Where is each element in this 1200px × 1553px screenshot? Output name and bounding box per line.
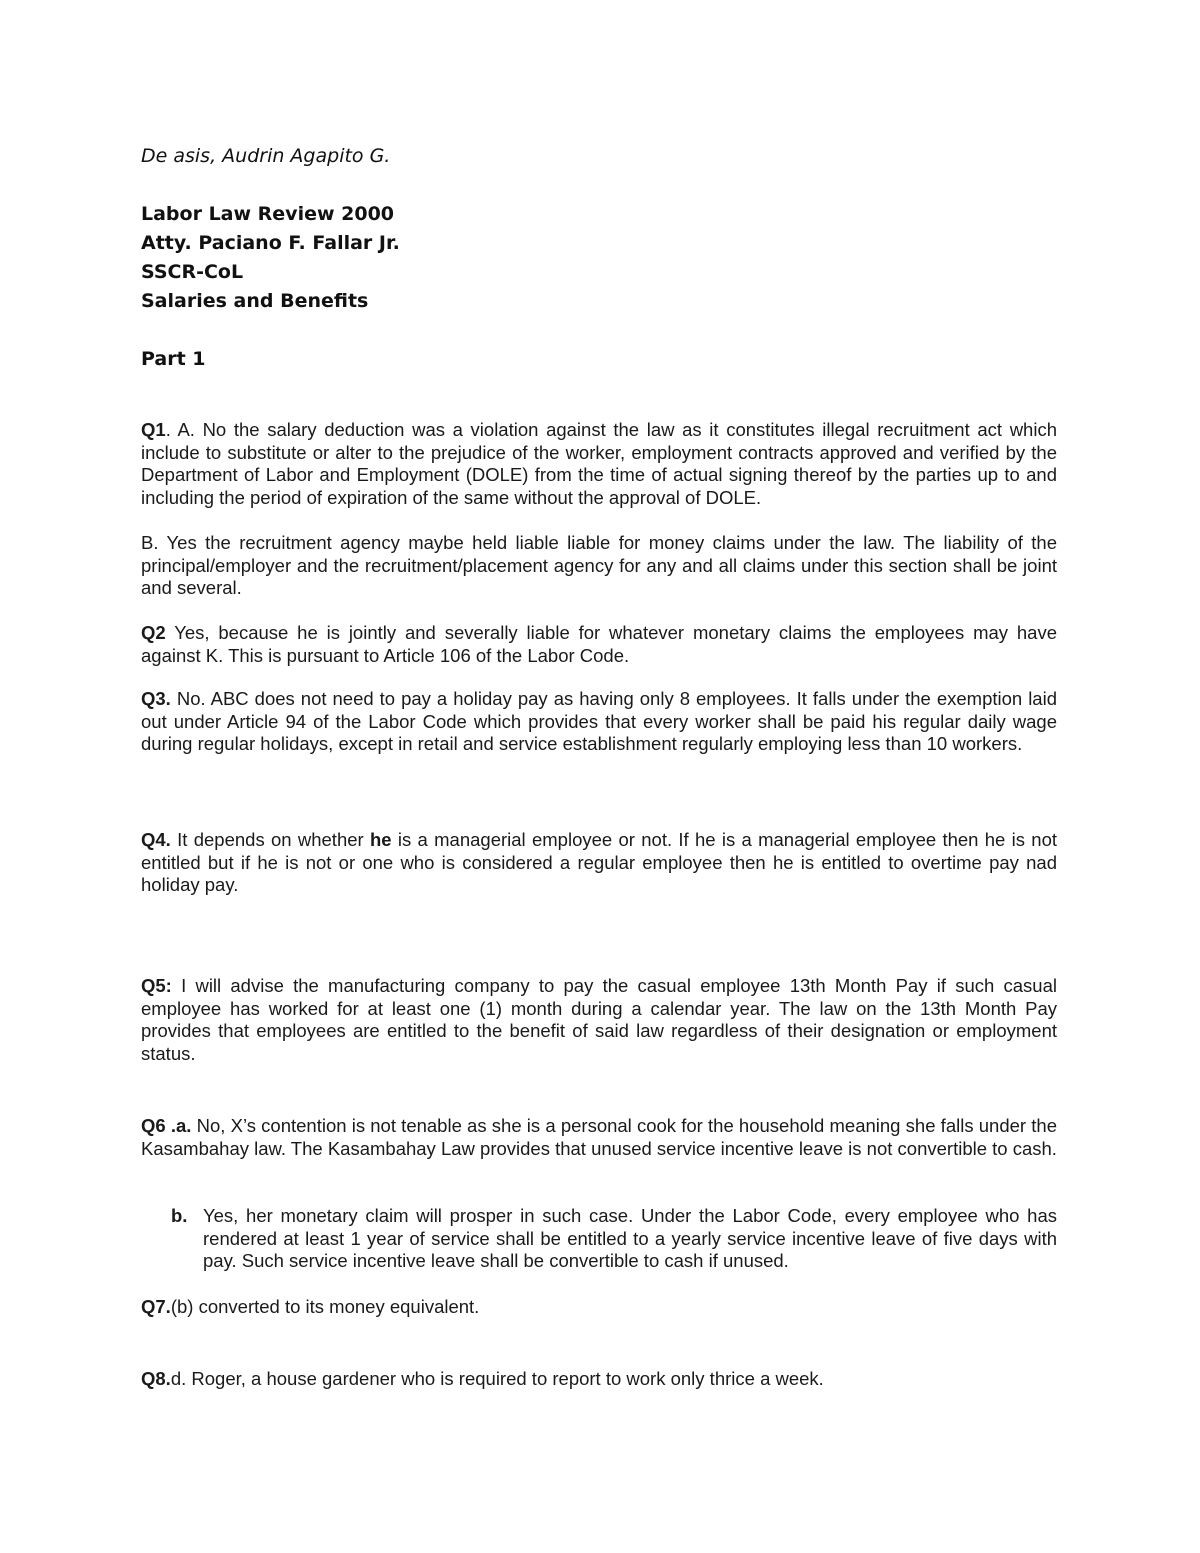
answer-q7	[141, 1296, 1057, 1319]
answer-q5	[141, 975, 1057, 1065]
topic-title: Salaries and Benefits	[141, 290, 369, 312]
q8-text: d. Roger, a house gardener who is required to report to work only thrice a week.	[170, 1368, 824, 1389]
q6-label: Q6 .a.	[141, 1115, 192, 1136]
professor-name: Atty. Paciano F. Fallar Jr.	[141, 232, 400, 254]
q2-label: Q2	[141, 622, 166, 643]
q1-a-text: . A. No the salary deduction was a violation against the law as it constitutes illegal recruitment act which include to substitute or alter to the prejudice of the worker, employment contracts approved and verified by the Department of Labor and Employment (DOLE) from the time of actual signing thereof by the parties up to and including the period of expiration of the same without the approval of DOLE.	[141, 419, 1057, 508]
q4-label: Q4.	[141, 829, 171, 850]
q6-a-text: No, X’s contention is not tenable as she is a personal cook for the household meaning she falls under the Kasambahay law. The Kasambahay Law provides that unused service incentive leave is not convertible to cash.	[141, 1115, 1057, 1159]
q3-label: Q3.	[141, 688, 171, 709]
author-name: De asis, Audrin Agapito G.	[141, 145, 391, 167]
q7-label: Q7.	[141, 1296, 171, 1317]
answer-q6-b	[171, 1205, 1057, 1273]
answer-q6-a	[141, 1115, 1057, 1160]
answer-q8	[141, 1368, 1057, 1391]
q5-label: Q5:	[141, 975, 172, 996]
q2-text: Yes, because he is jointly and severally liable for whatever monetary claims the employees may have against K. This is pursuant to Article 106 of the Labor Code.	[141, 622, 1057, 666]
q6-b-text: Yes, her monetary claim will prosper in such case. Under the Labor Code, every employee who has rendered at least 1 year of service shall be entitled to a yearly service incentive leave of five days with pay. Such service incentive leave shall be convertible to cash if unused.	[203, 1205, 1057, 1272]
part-heading: Part 1	[141, 348, 206, 370]
answer-q1-b	[141, 532, 1057, 600]
q1-label: Q1	[141, 419, 166, 440]
q7-text: (b) converted to its money equivalent.	[170, 1296, 480, 1317]
q4-text-b: is a managerial employee or not. If he is a managerial employee then he is not entitled but if he is not or one who is considered a regular employee then he is entitled to overtime pay nad holiday pay.	[141, 829, 1058, 896]
q5-text: I will advise the manufacturing company to pay the casual employee 13th Month Pay if such casual employee has worked for at least one (1) month during a calendar year. The law on the 13th Month Pay provides that employees are entitled to the benefit of said law regardless of their designation or employment status.	[141, 975, 1057, 1064]
answer-q2	[141, 622, 1057, 667]
q8-label: Q8.	[141, 1368, 171, 1389]
answer-q3	[141, 688, 1057, 756]
q4-bold-word: he	[370, 829, 392, 850]
answer-q1-a	[141, 419, 1057, 509]
q3-text: No. ABC does not need to pay a holiday pay as having only 8 employees. It falls under the exemption laid out under Article 94 of the Labor Code which provides that every worker shall be paid his regular daily wage during regular holidays, except in retail and service establishment regularly employing less than 10 workers.	[141, 688, 1057, 755]
q1-b-text: B. Yes the recruitment agency maybe held liable liable for money claims under the law. The liability of the principal/employer and the recruitment/placement agency for any and all claims under this section shall be joint and several.	[141, 532, 1057, 599]
q4-text-a: It depends on whether	[170, 829, 370, 850]
course-title: Labor Law Review 2000	[141, 203, 395, 225]
school-name: SSCR-CoL	[141, 261, 244, 283]
answer-q4	[141, 829, 1057, 897]
q6-b-marker: b.	[171, 1205, 188, 1226]
